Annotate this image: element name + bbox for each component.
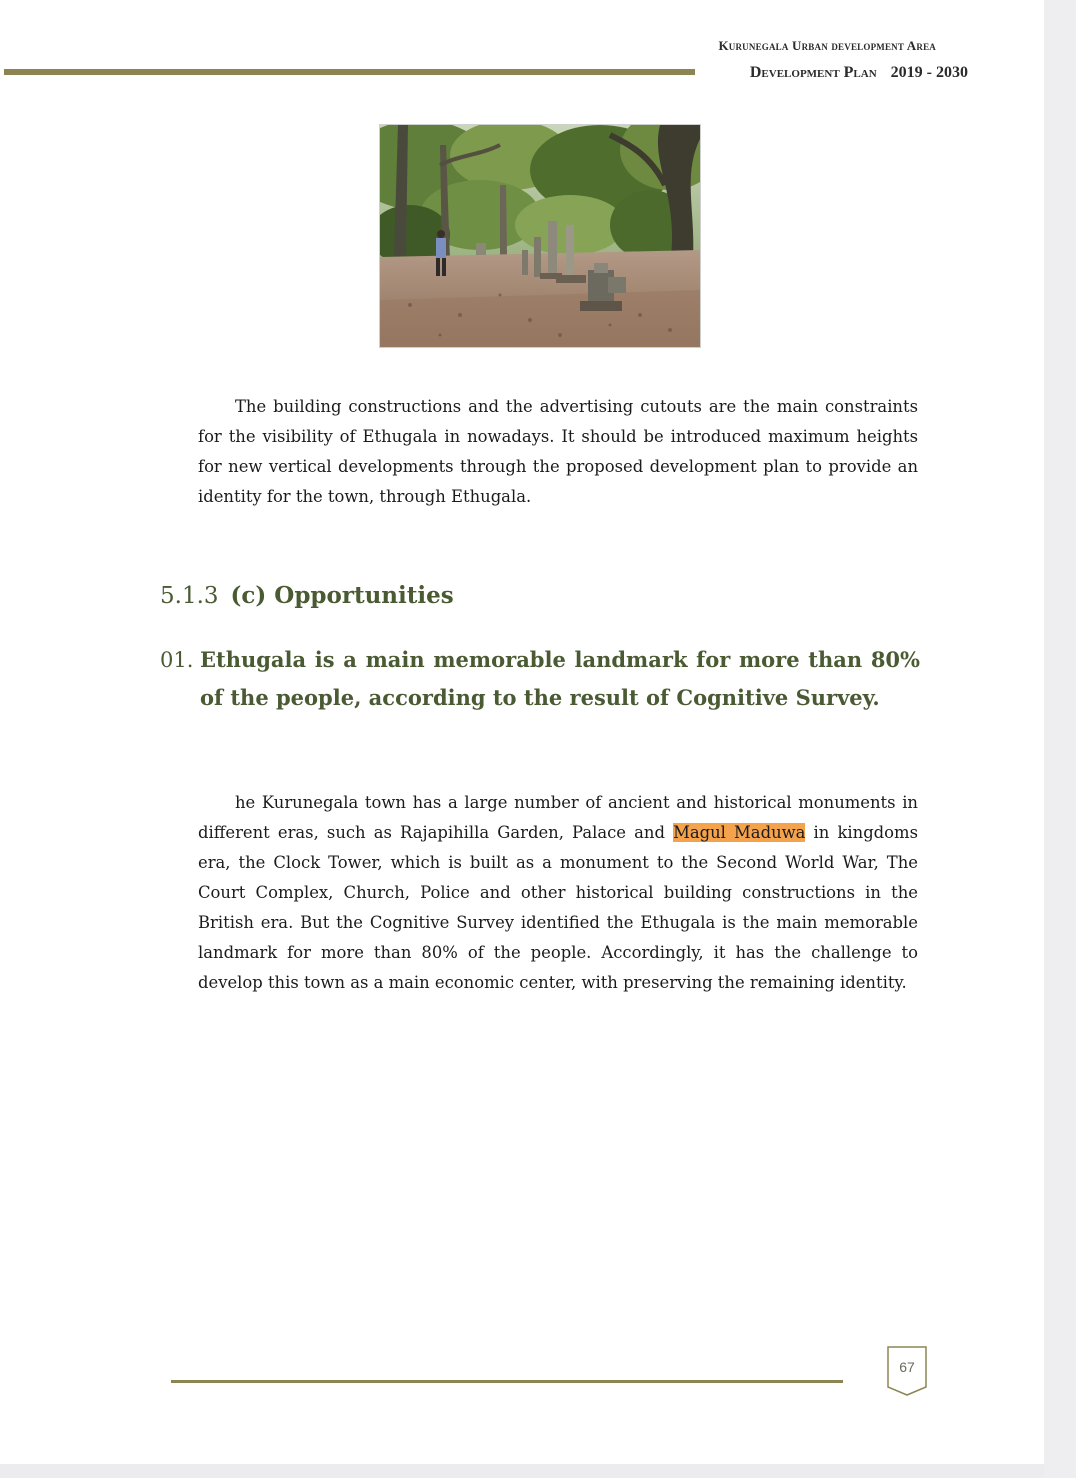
header-rule bbox=[4, 69, 695, 75]
opportunity-text: Ethugala is a main memorable landmark for more than 80% of the people, according to the result of Cognitive Survey. bbox=[200, 647, 920, 710]
section-number: 5.1.3 bbox=[160, 583, 219, 609]
opportunity-number: 01. bbox=[160, 648, 194, 672]
header-plan-label: Development Plan bbox=[749, 64, 877, 81]
monuments-text-after: in kingdoms era, the Clock Tower, which is built as a monument to the Second World War, The Court Complex, Church, Police and other historical building constructions in the British era. But the Cognitive Survey identified the Ethugala is the main memorable landmark for more than 80% of the people. Accordingly, it has the challenge to develop this town as a main economic center, with preserving the remaining identity. bbox=[198, 823, 918, 992]
section-label: (c) Opportunities bbox=[230, 582, 454, 609]
opportunity-item bbox=[160, 641, 920, 717]
photo-ruins-under-trees bbox=[379, 124, 701, 348]
footer-rule bbox=[171, 1380, 843, 1383]
monuments-paragraph bbox=[198, 788, 918, 998]
constraints-paragraph: The building constructions and the advertising cutouts are the main constraints for the visibility of Ethugala in nowadays. It should be introduced maximum heights for new vertical developments through the proposed development plan to provide an identity for the town, through Ethugala. bbox=[198, 397, 918, 506]
monuments-text-before: he Kurunegala town has a large number of ancient and historical monuments in different eras, such as Rajapihilla Garden, Palace and bbox=[198, 793, 918, 842]
header-area-title: Kurunegala Urban development Area bbox=[718, 38, 936, 53]
highlighted-text[interactable]: Magul Maduwa bbox=[673, 823, 806, 842]
header-plan-title bbox=[750, 64, 968, 82]
section-heading bbox=[160, 582, 454, 609]
page-number: 67 bbox=[899, 1359, 915, 1375]
viewer-gutter bbox=[1044, 0, 1076, 1478]
header-plan-years: 2019 - 2030 bbox=[890, 64, 968, 81]
page-number-badge bbox=[887, 1346, 927, 1396]
